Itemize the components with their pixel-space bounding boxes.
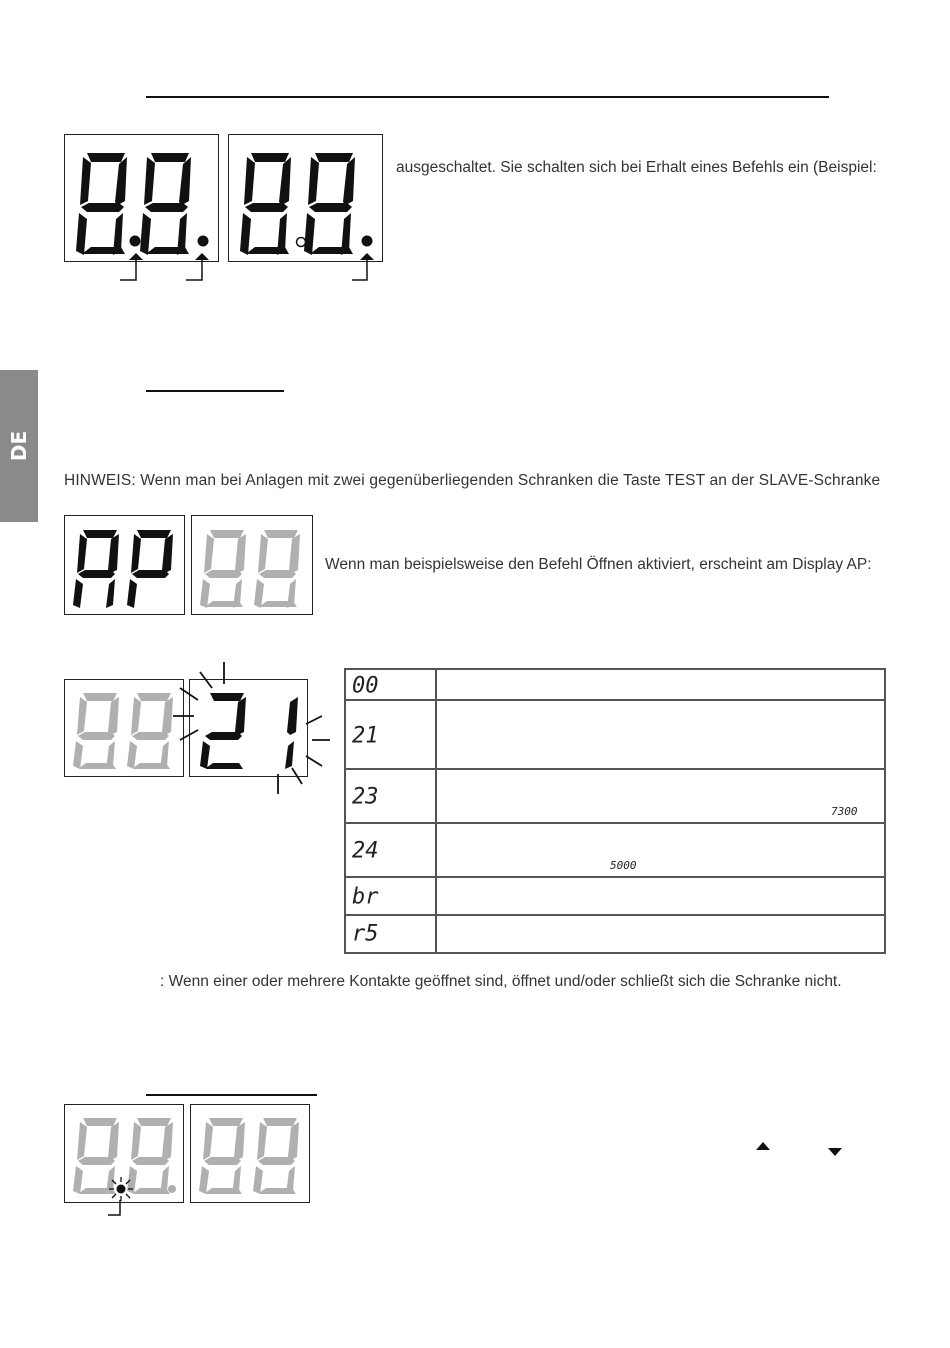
dot-pointer-arrows — [100, 248, 500, 288]
value-cell: 7300 — [831, 805, 858, 818]
code-cell: br — [352, 884, 379, 910]
note-text: HINWEIS: Wenn man bei Anlagen mit zwei gegenüberliegenden Schranken die Taste TEST an der SLAVE-Schranke — [64, 472, 881, 489]
seven-seg-ap — [65, 516, 186, 616]
section-rule-2 — [146, 1094, 317, 1096]
code-cell: 00 — [352, 673, 379, 698]
arrow-up-icon — [756, 1142, 770, 1152]
header-rule — [146, 96, 829, 98]
seven-seg-88-off — [65, 680, 185, 778]
seven-seg-88-off — [191, 1105, 311, 1204]
display-1-right — [228, 134, 383, 262]
display-4-left — [64, 1104, 184, 1203]
section3-text: : Wenn einer oder mehrere Kontakte geöffnet sind, öffnet und/oder schließt sich die Schranke nicht. — [160, 973, 842, 990]
display-4-right — [190, 1104, 310, 1203]
table-row — [346, 914, 884, 952]
seven-seg-88-off — [65, 1105, 185, 1204]
table-row — [346, 768, 884, 824]
display-1-left — [64, 134, 219, 262]
arrow-down-icon — [828, 1148, 842, 1158]
section-rule-1 — [146, 390, 284, 392]
value-cell: 5000 — [610, 859, 637, 872]
code-cell: 24 — [352, 838, 379, 864]
table-row — [346, 876, 884, 916]
table-row — [346, 822, 884, 878]
code-cell: r5 — [352, 921, 379, 947]
section1-text: ausgeschaltet. Sie schalten sich bei Erhalt eines Befehls ein (Beispiel: — [396, 159, 877, 176]
display-ap-right — [191, 515, 313, 615]
table-row — [346, 699, 884, 770]
seven-seg-88-off — [192, 516, 314, 616]
blink-rays-icon — [170, 660, 340, 800]
section2-text: Wenn man beispielsweise den Befehl Öffnen aktiviert, erscheint am Display AP: — [325, 556, 872, 573]
display-ap-left — [64, 515, 185, 615]
code-cell: 23 — [352, 784, 379, 810]
code-cell: 21 — [352, 723, 379, 748]
dot-pointer-arrow — [100, 1200, 140, 1230]
error-code-table — [344, 668, 886, 954]
seven-seg-88-on — [65, 135, 220, 263]
language-tab — [0, 370, 38, 522]
display-21-left — [64, 679, 184, 777]
seven-seg-88-on — [229, 135, 384, 263]
table-row — [346, 670, 884, 701]
language-tab-label: DE — [7, 430, 31, 462]
